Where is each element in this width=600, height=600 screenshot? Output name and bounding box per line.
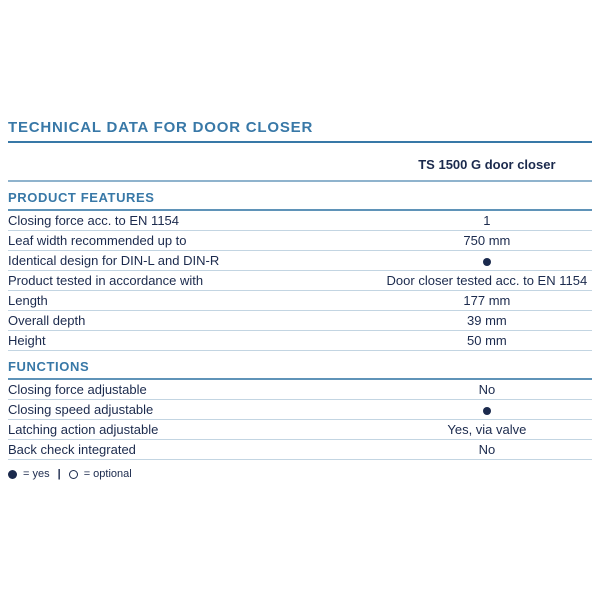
row-value: 750 mm [463,233,511,248]
section-rows [8,211,592,351]
row-label: Identical design for DIN-L and DIN-R [8,253,220,268]
product-column-header: TS 1500 G door closer [418,157,556,172]
table-row [8,400,592,420]
row-label: Leaf width recommended up to [8,233,187,248]
legend [8,468,592,480]
legend-yes-label: = yes [23,468,50,480]
legend-optional-label: = optional [83,468,132,480]
table-section [8,351,592,460]
row-label: Length [8,293,48,308]
row-label: Latching action adjustable [8,422,159,437]
row-label: Closing speed adjustable [8,402,154,417]
table-row [8,271,592,291]
table-row [8,331,592,351]
filled-dot-icon [8,470,17,479]
row-label: Closing force adjustable [8,382,147,397]
row-value: 1 [483,213,491,228]
row-label: Product tested in accordance with [8,273,204,288]
row-value: 50 mm [467,333,507,348]
row-value [382,253,592,268]
table-row [8,251,592,271]
open-dot-icon [69,470,78,479]
table-row [8,211,592,231]
page-title: TECHNICAL DATA FOR DOOR CLOSER [8,119,592,143]
section-header: FUNCTIONS [8,351,592,380]
row-value: 177 mm [463,293,511,308]
table-row [8,380,592,400]
row-label: Overall depth [8,313,86,328]
section-rows [8,380,592,460]
table-row [8,231,592,251]
legend-divider: | [57,468,61,480]
row-value: No [478,382,496,397]
row-value [382,402,592,417]
section-header: PRODUCT FEATURES [8,182,592,211]
spec-table [8,182,592,460]
table-column-header-row [8,143,592,182]
yes-dot-icon [483,258,491,266]
yes-dot-icon [483,407,491,415]
table-row [8,311,592,331]
table-row [8,291,592,311]
technical-data-content [8,119,592,480]
row-value: Door closer tested acc. to EN 1154 [386,273,588,288]
table-row [8,440,592,460]
row-label: Height [8,333,46,348]
table-row [8,420,592,440]
row-value: No [478,442,496,457]
row-label: Back check integrated [8,442,136,457]
row-value: 39 mm [467,313,507,328]
table-section [8,182,592,351]
row-value: Yes, via valve [447,422,527,437]
row-label: Closing force acc. to EN 1154 [8,213,180,228]
